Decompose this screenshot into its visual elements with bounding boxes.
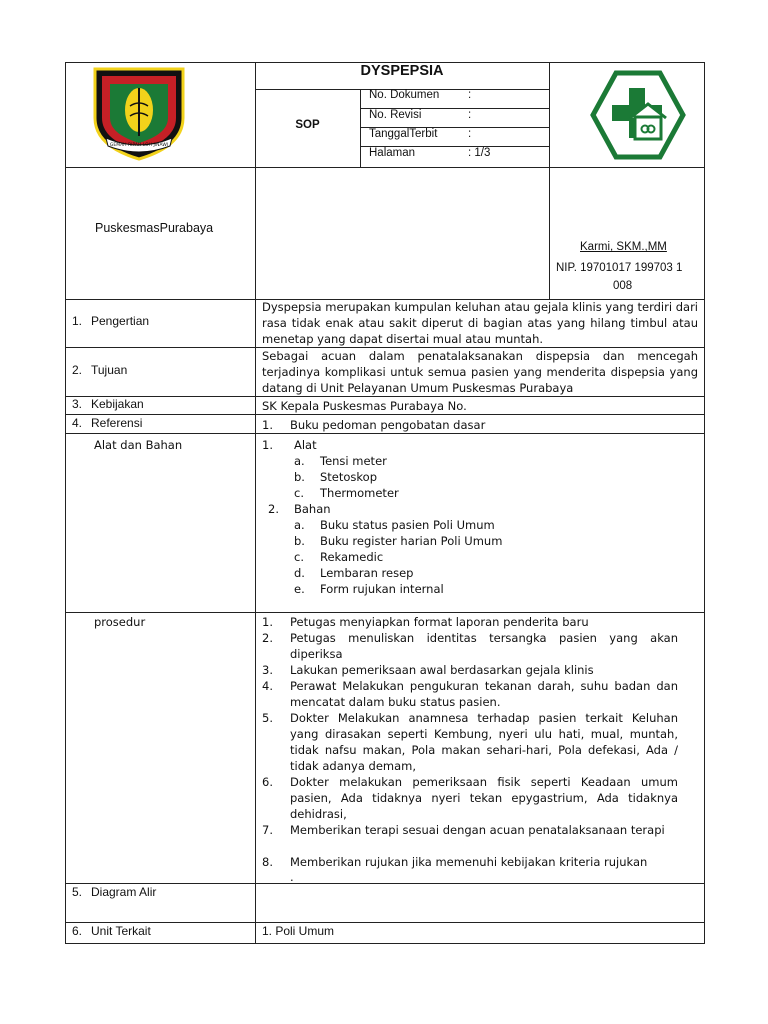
meta-value-tanggal: : xyxy=(468,128,472,140)
diagram-label: Diagram Alir xyxy=(91,885,157,899)
group-title: Alat xyxy=(294,438,317,452)
list-item: Form rujukan internal xyxy=(320,582,444,596)
list-item: Rekamedic xyxy=(320,550,384,564)
emblem-motto: GEMAH RIPAH LOH JINAWI xyxy=(109,143,169,148)
diagram-number: 5. xyxy=(72,885,83,899)
step-number: 5. xyxy=(262,711,273,725)
document-title: DYSPEPSIA xyxy=(360,63,444,79)
step-number: 4. xyxy=(262,679,273,693)
list-item: Stetoskop xyxy=(320,470,378,484)
meta-label-tanggal: TanggalTerbit xyxy=(369,128,438,140)
list-item: Thermometer xyxy=(320,486,399,500)
kebijakan-text: SK Kepala Puskesmas Purabaya No. xyxy=(262,399,467,413)
referensi-label: Referensi xyxy=(91,416,143,430)
meta-value-halaman: : 1/3 xyxy=(468,147,491,159)
step-text: Lakukan pemeriksaan awal berdasarkan gejala klinis xyxy=(290,663,594,677)
group-title: Bahan xyxy=(294,502,331,516)
step-number: 1. xyxy=(262,615,273,629)
pengertian-number: 1. xyxy=(72,314,83,328)
list-item-letter: a. xyxy=(294,454,305,468)
tujuan-number: 2. xyxy=(72,363,83,377)
step-text: Perawat Melakukan pengukuran tekanan darah, suhu badan dan mencatat dalam buku status pasien. xyxy=(290,679,678,709)
step-text: Petugas menyiapkan format laporan penderita baru xyxy=(290,615,589,629)
list-item: Tensi meter xyxy=(320,454,387,468)
group-number: 1. xyxy=(262,438,273,452)
step-text: Petugas menuliskan identitas tersangka pasien yang akan diperiksa xyxy=(290,631,678,661)
meta-label-revisi: No. Revisi xyxy=(369,109,422,121)
sop-label: SOP xyxy=(295,119,320,131)
meta-label-halaman: Halaman xyxy=(369,147,416,159)
list-item-letter: b. xyxy=(294,534,305,548)
step-number: 2. xyxy=(262,631,273,645)
step-text: Memberikan terapi sesuai dengan acuan penatalaksanaan terapi xyxy=(290,823,665,837)
list-item-letter: b. xyxy=(294,470,305,484)
step-number: 7. xyxy=(262,823,273,837)
unit-text: 1. Poli Umum xyxy=(262,924,335,938)
puskesmas-name: PuskesmasPurabaya xyxy=(95,221,214,235)
step-text: Memberikan rujukan jika memenuhi kebijakan kriteria rujukan xyxy=(290,855,648,869)
unit-number: 6. xyxy=(72,924,83,938)
signer-nip: NIP. 19701017 199703 1 xyxy=(556,262,683,274)
meta-label-dokumen: No. Dokumen xyxy=(369,89,440,101)
step-number: 8. xyxy=(262,855,273,869)
group-number: 2. xyxy=(268,502,279,516)
pengertian-label: Pengertian xyxy=(91,314,150,328)
step-text: Dokter Melakukan anamnesa terhadap pasien terkait Keluhan yang dirasakan seperti Kembung, nyeri ulu hati, mual, muntah, tidak nafsu makan, Pola makan sehari-hari, Pola defekasi, Ada / tidak adanya demam, xyxy=(290,711,678,773)
step-number: 6. xyxy=(262,775,273,789)
pengertian-text: Dyspepsia merupakan kumpulan keluhan atau gejala klinis yang terdiri dari rasa tidak enak atau sakit diperut di bagian atas yang hilang timbul atau menetap yang dapat disertai mual atau muntah. xyxy=(262,300,698,346)
meta-value-revisi: : xyxy=(468,109,472,121)
referensi-number: 4. xyxy=(72,416,83,430)
signer-name: Karmi, SKM.,MM xyxy=(580,241,667,253)
step-text: Dokter melakukan pemeriksaan fisik seperti Keadaan umum pasien, Ada tidaknya nyeri tekan epygastrium, Ada tidaknya dehidrasi, xyxy=(290,775,678,821)
tujuan-label: Tujuan xyxy=(91,363,128,377)
step-number: 3. xyxy=(262,663,273,677)
tujuan-text: Sebagai acuan dalam penatalaksanakan dispepsia dan mencegah terjadinya komplikasi untuk semua pasien yang menderita dispepsia yang datang di Unit Pelayanan Umum Puskesmas Purabaya xyxy=(262,349,698,395)
step-trailing-dot: . xyxy=(290,870,294,884)
alat-bahan-label: Alat dan Bahan xyxy=(94,438,183,452)
kebijakan-label: Kebijakan xyxy=(91,397,144,411)
kebijakan-number: 3. xyxy=(72,397,83,411)
list-item: Buku register harian Poli Umum xyxy=(320,534,503,548)
list-item-letter: c. xyxy=(294,550,304,564)
prosedur-label: prosedur xyxy=(94,615,146,629)
list-item: Lembaran resep xyxy=(320,566,414,580)
signer-nip-cont: 008 xyxy=(613,280,633,292)
referensi-text: Buku pedoman pengobatan dasar xyxy=(290,418,486,432)
unit-label: Unit Terkait xyxy=(91,924,151,938)
list-item-letter: a. xyxy=(294,518,305,532)
puskesmas-logo xyxy=(590,70,686,160)
list-item-letter: d. xyxy=(294,566,305,580)
list-item-letter: c. xyxy=(294,486,304,500)
list-item-letter: e. xyxy=(294,582,305,596)
meta-value-dokumen: : xyxy=(468,89,472,101)
list-item: Buku status pasien Poli Umum xyxy=(320,518,495,532)
referensi-item-number: 1. xyxy=(262,418,273,432)
